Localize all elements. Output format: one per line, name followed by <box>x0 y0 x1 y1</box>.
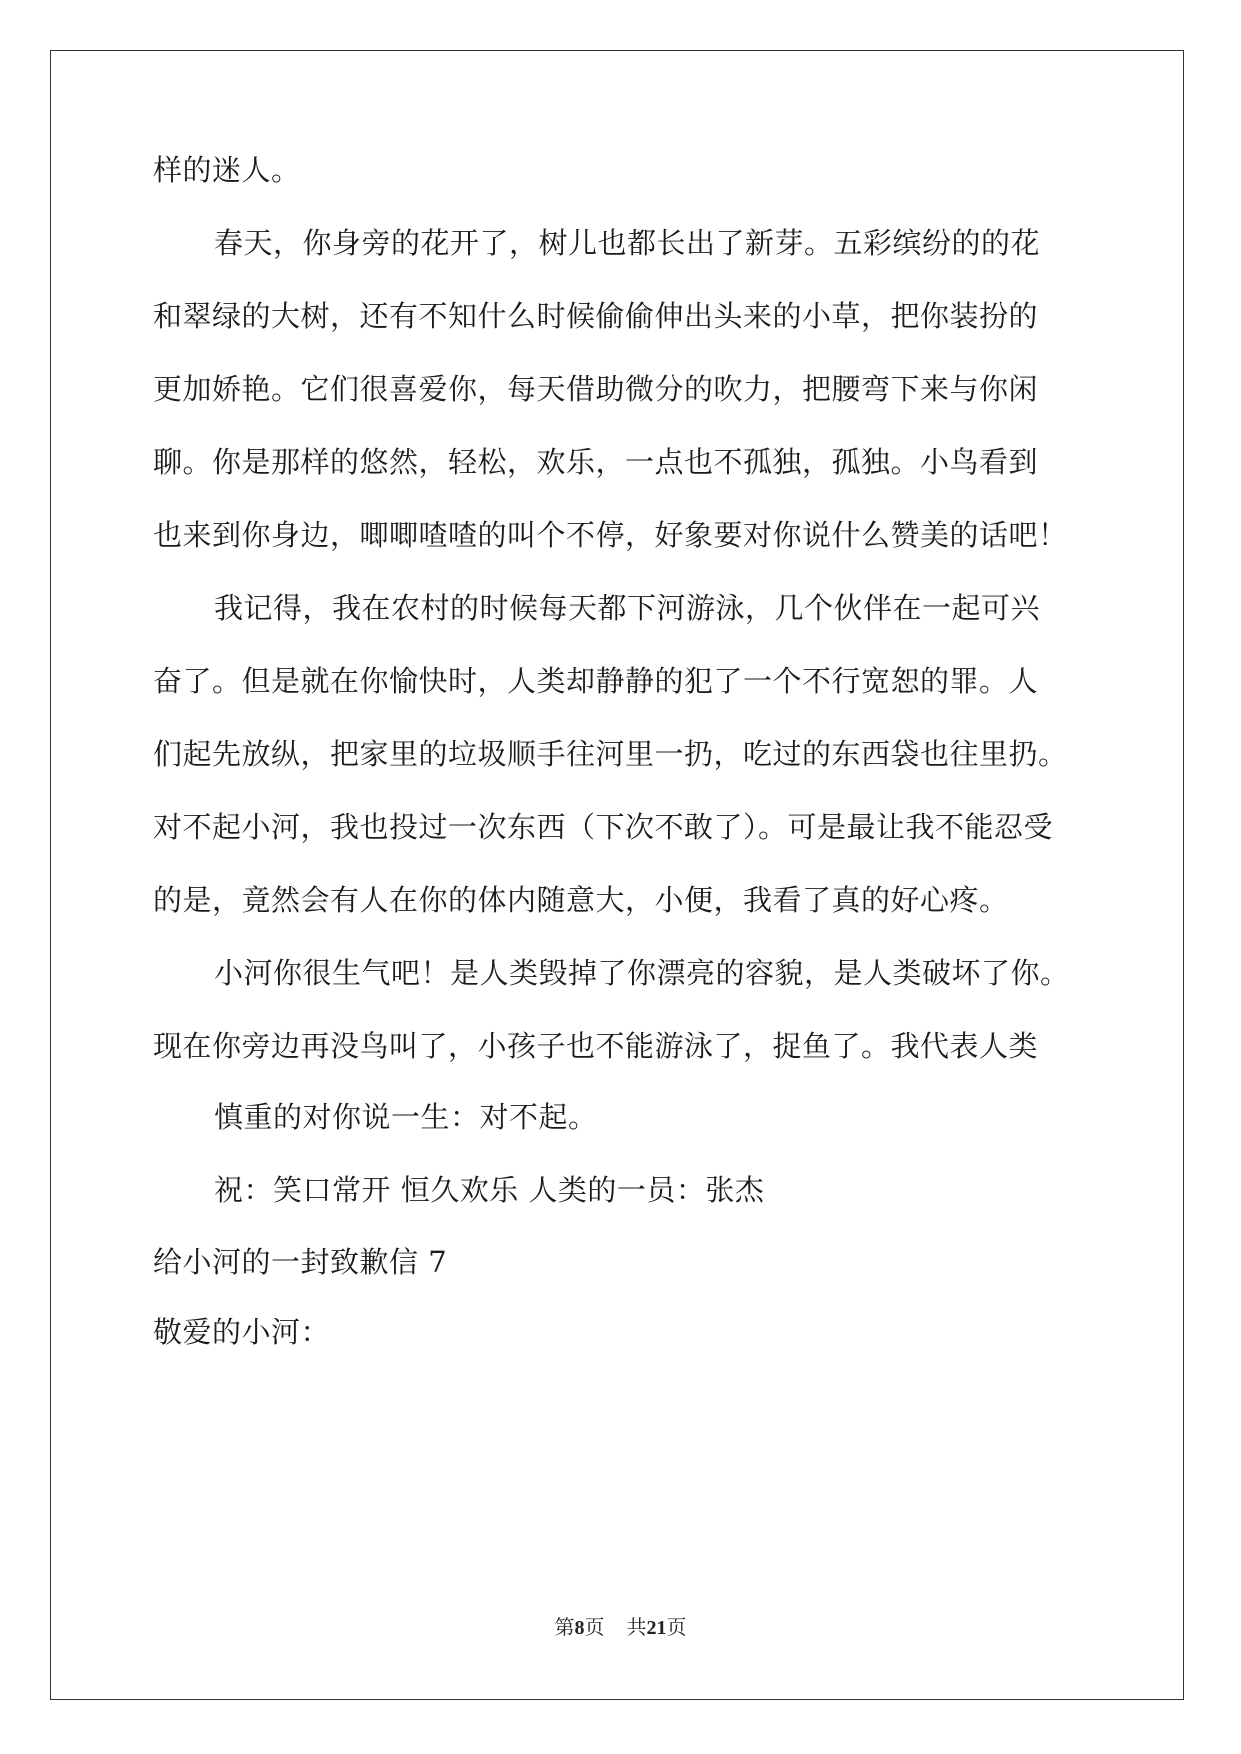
total-prefix: 共 <box>626 1617 647 1639</box>
text-line: 对不起小河，我也投过一次东西（下次不敢了）。可是最让我不能忍受 <box>153 810 1054 844</box>
total-pages: 21 <box>646 1617 667 1639</box>
text-line: 春天，你身旁的花开了，树儿也都长出了新芽。五彩缤纷的的花 <box>214 226 1041 260</box>
text-line: 奋了。但是就在你愉快时，人类却静静的犯了一个不行宽恕的罪。人 <box>153 664 1039 698</box>
text-line: 更加娇艳。它们很喜爱你，每天借助微分的吹力，把腰弯下来与你闲 <box>153 372 1039 406</box>
page-suffix: 页 <box>584 1617 605 1639</box>
text-line: 慎重的对你说一生：对不起。 <box>214 1100 598 1134</box>
text-line: 祝：笑口常开 恒久欢乐 人类的一员：张杰 <box>214 1173 765 1207</box>
text-line: 小河你很生气吧！是人类毁掉了你漂亮的容貌，是人类破坏了你。 <box>214 956 1070 990</box>
text-line: 们起先放纵，把家里的垃圾顺手往河里一扔，吃过的东西袋也往里扔。 <box>153 737 1068 771</box>
total-suffix: 页 <box>666 1617 687 1639</box>
salutation: 敬爱的小河： <box>153 1315 331 1349</box>
page-footer <box>0 1614 1241 1642</box>
page-prefix: 第 <box>554 1617 575 1639</box>
text-line: 和翠绿的大树，还有不知什么时候偷偷伸出头来的小草，把你装扮的 <box>153 299 1039 333</box>
text-line: 的是，竟然会有人在你的体内随意大，小便，我看了真的好心疼。 <box>153 883 1009 917</box>
text-line: 现在你旁边再没鸟叫了，小孩子也不能游泳了，捉鱼了。我代表人类 <box>153 1029 1039 1063</box>
text-line: 我记得，我在农村的时候每天都下河游泳，几个伙伴在一起可兴 <box>214 591 1041 625</box>
text-line: 聊。你是那样的悠然，轻松，欢乐，一点也不孤独，孤独。小鸟看到 <box>153 445 1039 479</box>
text-line: 样的迷人。 <box>153 153 301 187</box>
section-heading: 给小河的一封致歉信 7 <box>153 1245 448 1279</box>
page-number: 8 <box>574 1617 585 1639</box>
text-line: 也来到你身边，唧唧喳喳的叫个不停，好象要对你说什么赞美的话吧！ <box>153 518 1068 552</box>
